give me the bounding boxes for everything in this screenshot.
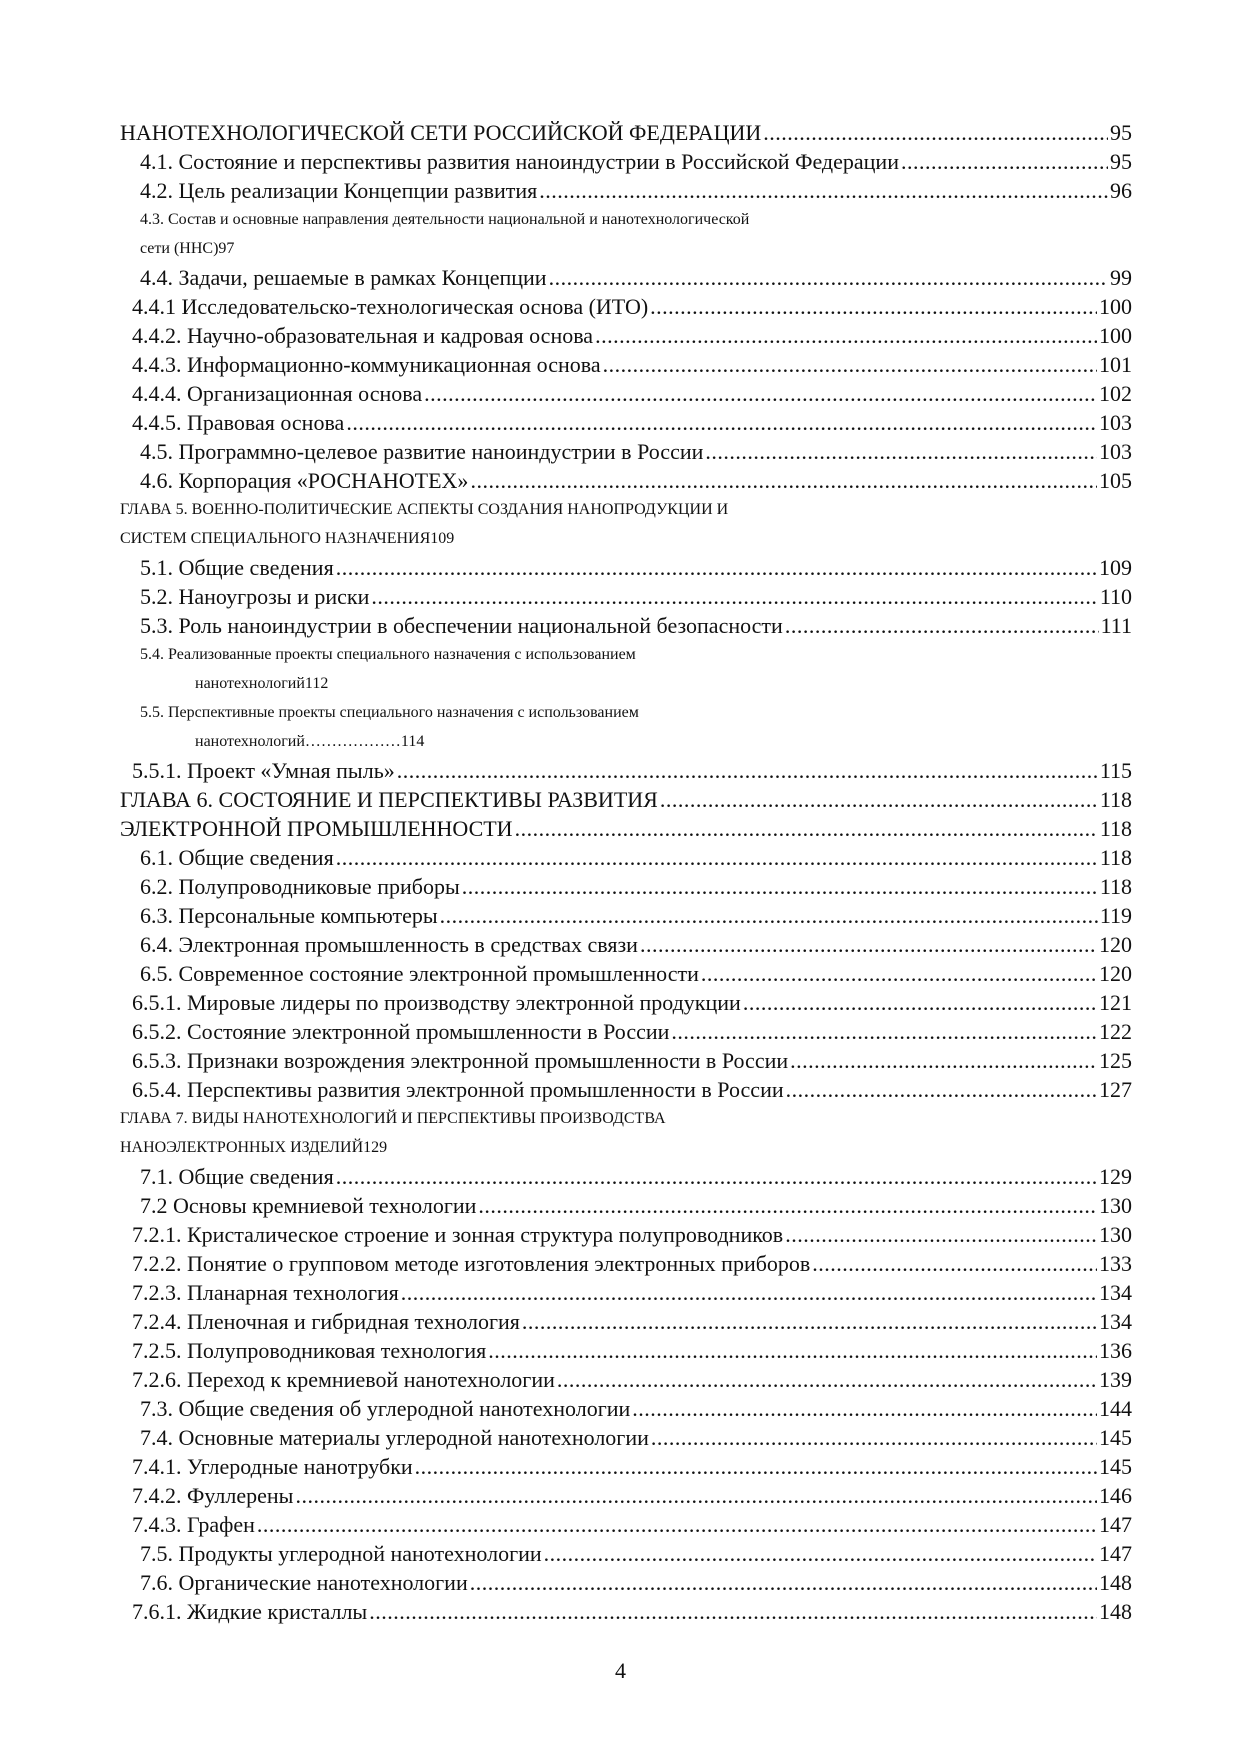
toc-entry-page: 109 xyxy=(430,530,455,547)
toc-entry-page: 105 xyxy=(1099,468,1132,493)
dot-leader xyxy=(785,1220,1097,1249)
toc-entry[interactable] xyxy=(120,553,1132,582)
toc-entry-page: 139 xyxy=(1099,1367,1132,1392)
toc-entry-page: 120 xyxy=(1099,961,1132,986)
toc-entry[interactable] xyxy=(120,1510,1132,1539)
toc-entry-title-continued: нанотехнологий……………… xyxy=(195,733,401,750)
toc-entry-title: 4.4.4. Организационная основа xyxy=(132,381,423,406)
toc-entry-page: 122 xyxy=(1099,1019,1132,1044)
toc-entry-title: 6.3. Персональные компьютеры xyxy=(140,903,438,928)
dot-leader xyxy=(786,1075,1097,1104)
toc-entry[interactable] xyxy=(120,118,1132,147)
dot-leader xyxy=(488,1336,1097,1365)
toc-entry-page: 111 xyxy=(1100,613,1132,638)
toc-entry[interactable] xyxy=(120,1278,1132,1307)
toc-entry[interactable] xyxy=(120,1481,1132,1510)
toc-entry[interactable] xyxy=(120,1191,1132,1220)
toc-entry-title: 7.6.1. Жидкие кристаллы xyxy=(132,1599,368,1624)
toc-entry[interactable] xyxy=(120,814,1132,843)
toc-entry-title: 4.4.5. Правовая основа xyxy=(132,410,345,435)
toc-entry-title: 5.4. Реализованные проекты специального назначения с использованием xyxy=(140,646,636,663)
dot-leader xyxy=(812,1249,1097,1278)
toc-entry-title: 5.2. Наноугрозы и риски xyxy=(140,584,370,609)
toc-entry-title: 7.2.2. Понятие о групповом методе изготовления электронных приборов xyxy=(132,1251,811,1276)
dot-leader xyxy=(462,872,1098,901)
toc-entry-page: 118 xyxy=(1099,845,1132,870)
dot-leader xyxy=(401,1278,1097,1307)
dot-leader xyxy=(790,1046,1097,1075)
toc-entry[interactable] xyxy=(120,698,1132,756)
toc-entry[interactable] xyxy=(120,205,1132,263)
toc-entry[interactable] xyxy=(120,640,1132,698)
toc-entry-page: 112 xyxy=(304,675,329,692)
toc-entry-page: 110 xyxy=(1099,584,1132,609)
toc-entry-page: 119 xyxy=(1099,903,1132,928)
dot-leader xyxy=(515,814,1098,843)
toc-entry-page: 100 xyxy=(1099,294,1132,319)
toc-entry[interactable] xyxy=(120,785,1132,814)
toc-entry[interactable] xyxy=(120,756,1132,785)
toc-entry[interactable] xyxy=(120,988,1132,1017)
toc-entry-title: 7.1. Общие сведения xyxy=(140,1164,334,1189)
toc-entry[interactable] xyxy=(120,1568,1132,1597)
dot-leader xyxy=(705,437,1097,466)
dot-leader xyxy=(701,959,1097,988)
toc-entry-title: 4.6. Корпорация «РОСНАНОТЕХ» xyxy=(140,468,469,493)
dot-leader xyxy=(660,785,1098,814)
toc-entry-title: 7.2.4. Пленочная и гибридная технология xyxy=(132,1309,520,1334)
toc-entry[interactable] xyxy=(120,1365,1132,1394)
toc-entry[interactable] xyxy=(120,350,1132,379)
toc-entry-title: 4.1. Состояние и перспективы развития наноиндустрии в Российской Федерации xyxy=(140,149,899,174)
toc-entry-title-continued: нанотехнологий xyxy=(195,675,305,692)
dot-leader xyxy=(603,350,1097,379)
toc-entry-title: 6.5.2. Состояние электронной промышленности в России xyxy=(132,1019,670,1044)
toc-entry-page: 145 xyxy=(1099,1425,1132,1450)
toc-entry-title: 4.5. Программно-целевое развитие наноиндустрии в России xyxy=(140,439,704,464)
toc-entry-title: 5.5.1. Проект «Умная пыль» xyxy=(132,758,395,783)
toc-entry-page: 101 xyxy=(1099,352,1132,377)
dot-leader xyxy=(424,379,1097,408)
toc-entry-page: 95 xyxy=(1110,120,1132,145)
dot-leader xyxy=(640,930,1097,959)
toc-entry-page: 147 xyxy=(1099,1541,1132,1566)
toc-entry-title: 5.3. Роль наноиндустрии в обеспечении национальной безопасности xyxy=(140,613,783,638)
toc-entry[interactable] xyxy=(120,1394,1132,1423)
toc-entry-page: 129 xyxy=(1099,1164,1132,1189)
toc-entry-page: 118 xyxy=(1099,816,1132,841)
dot-leader xyxy=(557,1365,1097,1394)
dot-leader xyxy=(522,1307,1097,1336)
dot-leader xyxy=(371,582,1097,611)
toc-entry-page: 120 xyxy=(1099,932,1132,957)
dot-leader xyxy=(470,1568,1097,1597)
dot-leader xyxy=(595,321,1097,350)
toc-entry[interactable] xyxy=(120,1336,1132,1365)
toc-entry[interactable] xyxy=(120,1075,1132,1104)
dot-leader xyxy=(346,408,1097,437)
toc-entry-page: 148 xyxy=(1099,1570,1132,1595)
toc-entry-page: 129 xyxy=(363,1139,388,1156)
dot-leader xyxy=(763,118,1108,147)
toc-entry[interactable] xyxy=(120,901,1132,930)
toc-entry-title: 7.2.1. Кристалическое строение и зонная структура полупроводников xyxy=(132,1222,784,1247)
toc-entry-page: 96 xyxy=(1110,178,1132,203)
toc-entry[interactable] xyxy=(120,1017,1132,1046)
toc-entry-title: 6.4. Электронная промышленность в средствах связи xyxy=(140,932,638,957)
toc-entry-title: 7.2.6. Переход к кремниевой нанотехнологии xyxy=(132,1367,555,1392)
toc-entry-page: 127 xyxy=(1099,1077,1132,1102)
dot-leader xyxy=(336,843,1098,872)
toc-entry-page: 146 xyxy=(1099,1483,1132,1508)
page-number: 4 xyxy=(615,1658,626,1683)
toc-entry-title: 5.5. Перспективные проекты специального назначения с использованием xyxy=(140,704,639,721)
toc-entry-title: 5.1. Общие сведения xyxy=(140,555,334,580)
dot-leader xyxy=(369,1597,1097,1626)
dot-leader xyxy=(470,466,1097,495)
toc-entry[interactable] xyxy=(120,466,1132,495)
toc-entry[interactable] xyxy=(120,1249,1132,1278)
toc-entry[interactable] xyxy=(120,1597,1132,1626)
toc-entry-title: 6.5.1. Мировые лидеры по производству электронной продукции xyxy=(132,990,741,1015)
toc-entry[interactable] xyxy=(120,1162,1132,1191)
toc-entry-page: 118 xyxy=(1099,787,1132,812)
toc-entry-title: 6.1. Общие сведения xyxy=(140,845,334,870)
toc-entry-page: 130 xyxy=(1099,1222,1132,1247)
dot-leader xyxy=(544,1539,1097,1568)
toc-entry-title: 4.4. Задачи, решаемые в рамках Концепции xyxy=(140,265,547,290)
toc-entry-title: 4.2. Цель реализации Концепции развития xyxy=(140,178,538,203)
toc-entry[interactable] xyxy=(120,1452,1132,1481)
toc-entry-page: 109 xyxy=(1099,555,1132,580)
toc-entry[interactable] xyxy=(120,1423,1132,1452)
dot-leader xyxy=(336,553,1097,582)
table-of-contents xyxy=(120,118,1132,1626)
toc-entry-page: 103 xyxy=(1099,410,1132,435)
toc-entry-title: ГЛАВА 7. ВИДЫ НАНОТЕХНОЛОГИЙ И ПЕРСПЕКТИВЫ ПРОИЗВОДСТВА xyxy=(120,1110,666,1127)
toc-entry-title-continued: НАНОЭЛЕКТРОННЫХ ИЗДЕЛИЙ xyxy=(120,1139,364,1156)
toc-entry-title: 6.5.4. Перспективы развития электронной промышленности в России xyxy=(132,1077,784,1102)
toc-entry[interactable] xyxy=(120,843,1132,872)
toc-entry[interactable] xyxy=(120,176,1132,205)
toc-entry-title: 7.4.2. Фуллерены xyxy=(132,1483,294,1508)
toc-entry[interactable] xyxy=(120,1220,1132,1249)
dot-leader xyxy=(478,1191,1097,1220)
toc-entry-page: 133 xyxy=(1099,1251,1132,1276)
toc-entry-title: НАНОТЕХНОЛОГИЧЕСКОЙ СЕТИ РОССИЙСКОЙ ФЕДЕРАЦИИ xyxy=(120,120,762,145)
dot-leader xyxy=(539,176,1108,205)
toc-entry-title: ГЛАВА 6. СОСТОЯНИЕ И ПЕРСПЕКТИВЫ РАЗВИТИЯ xyxy=(120,787,658,812)
toc-entry-page: 144 xyxy=(1099,1396,1132,1421)
toc-entry-page: 145 xyxy=(1099,1454,1132,1479)
toc-entry-page: 95 xyxy=(1110,149,1132,174)
toc-entry[interactable] xyxy=(120,495,1132,553)
toc-entry-title: ГЛАВА 5. ВОЕННО-ПОЛИТИЧЕСКИЕ АСПЕКТЫ СОЗДАНИЯ НАНОПРОДУКЦИИ И xyxy=(120,501,729,518)
toc-entry-page: 115 xyxy=(1099,758,1132,783)
toc-entry-title: ЭЛЕКТРОННОЙ ПРОМЫШЛЕННОСТИ xyxy=(120,816,513,841)
toc-entry-page: 118 xyxy=(1099,874,1132,899)
toc-entry-page: 147 xyxy=(1099,1512,1132,1537)
dot-leader xyxy=(257,1510,1097,1539)
toc-entry-title: 7.4. Основные материалы углеродной нанотехнологии xyxy=(140,1425,649,1450)
toc-entry[interactable] xyxy=(120,147,1132,176)
toc-entry[interactable] xyxy=(120,1307,1132,1336)
toc-entry-page: 103 xyxy=(1099,439,1132,464)
toc-entry-page: 134 xyxy=(1099,1309,1132,1334)
dot-leader xyxy=(785,611,1099,640)
toc-entry-page: 100 xyxy=(1099,323,1132,348)
dot-leader xyxy=(415,1452,1097,1481)
toc-entry[interactable] xyxy=(120,263,1132,292)
toc-entry-title: 7.2.5. Полупроводниковая технология xyxy=(132,1338,487,1363)
toc-entry-title: 7.2.3. Планарная технология xyxy=(132,1280,399,1305)
dot-leader xyxy=(650,292,1097,321)
toc-entry[interactable] xyxy=(120,582,1132,611)
toc-entry-title: 7.6. Органические нанотехнологии xyxy=(140,1570,468,1595)
toc-entry[interactable] xyxy=(120,292,1132,321)
dot-leader xyxy=(397,756,1098,785)
toc-entry-page: 148 xyxy=(1099,1599,1132,1624)
toc-entry[interactable] xyxy=(120,437,1132,466)
toc-entry-page: 114 xyxy=(400,733,425,750)
toc-entry-page: 134 xyxy=(1099,1280,1132,1305)
toc-entry-page: 99 xyxy=(1110,265,1132,290)
toc-entry-title: 4.3. Состав и основные направления деятельности национальной и нанотехнологической xyxy=(140,211,750,228)
toc-entry-page: 121 xyxy=(1099,990,1132,1015)
toc-entry[interactable] xyxy=(120,930,1132,959)
dot-leader xyxy=(440,901,1098,930)
toc-entry-title: 6.5. Современное состояние электронной промышленности xyxy=(140,961,699,986)
toc-entry-page: 130 xyxy=(1099,1193,1132,1218)
toc-entry-page: 125 xyxy=(1099,1048,1132,1073)
toc-entry-page: 102 xyxy=(1099,381,1132,406)
dot-leader xyxy=(651,1423,1097,1452)
dot-leader xyxy=(549,263,1108,292)
toc-entry-title: 4.4.3. Информационно-коммуникационная основа xyxy=(132,352,601,377)
toc-entry-title: 4.4.1 Исследовательско-технологическая основа (ИТО) xyxy=(132,294,649,319)
toc-entry-title: 7.2 Основы кремниевой технологии xyxy=(140,1193,477,1218)
toc-entry[interactable] xyxy=(120,1104,1132,1162)
toc-entry-title: 7.4.3. Графен xyxy=(132,1512,255,1537)
dot-leader xyxy=(295,1481,1097,1510)
toc-entry-title: 6.2. Полупроводниковые приборы xyxy=(140,874,460,899)
dot-leader xyxy=(743,988,1097,1017)
toc-entry-title-continued: СИСТЕМ СПЕЦИАЛЬНОГО НАЗНАЧЕНИЯ xyxy=(120,530,431,547)
toc-entry-page: 136 xyxy=(1099,1338,1132,1363)
toc-entry[interactable] xyxy=(120,321,1132,350)
toc-entry[interactable] xyxy=(120,872,1132,901)
toc-entry-title: 7.4.1. Углеродные нанотрубки xyxy=(132,1454,413,1479)
toc-entry-page: 97 xyxy=(218,240,235,257)
toc-entry[interactable] xyxy=(120,408,1132,437)
toc-entry-title: 4.4.2. Научно-образовательная и кадровая основа xyxy=(132,323,594,348)
toc-entry[interactable] xyxy=(120,611,1132,640)
toc-entry[interactable] xyxy=(120,1046,1132,1075)
toc-entry-title-continued: сети (ННС) xyxy=(140,240,219,257)
toc-entry[interactable] xyxy=(120,379,1132,408)
toc-entry-title: 7.5. Продукты углеродной нанотехнологии xyxy=(140,1541,542,1566)
toc-entry-title: 7.3. Общие сведения об углеродной нанотехнологии xyxy=(140,1396,631,1421)
toc-entry[interactable] xyxy=(120,1539,1132,1568)
dot-leader xyxy=(336,1162,1097,1191)
dot-leader xyxy=(901,147,1108,176)
dot-leader xyxy=(632,1394,1097,1423)
toc-entry-title: 6.5.3. Признаки возрождения электронной промышленности в России xyxy=(132,1048,789,1073)
toc-entry[interactable] xyxy=(120,959,1132,988)
dot-leader xyxy=(671,1017,1097,1046)
